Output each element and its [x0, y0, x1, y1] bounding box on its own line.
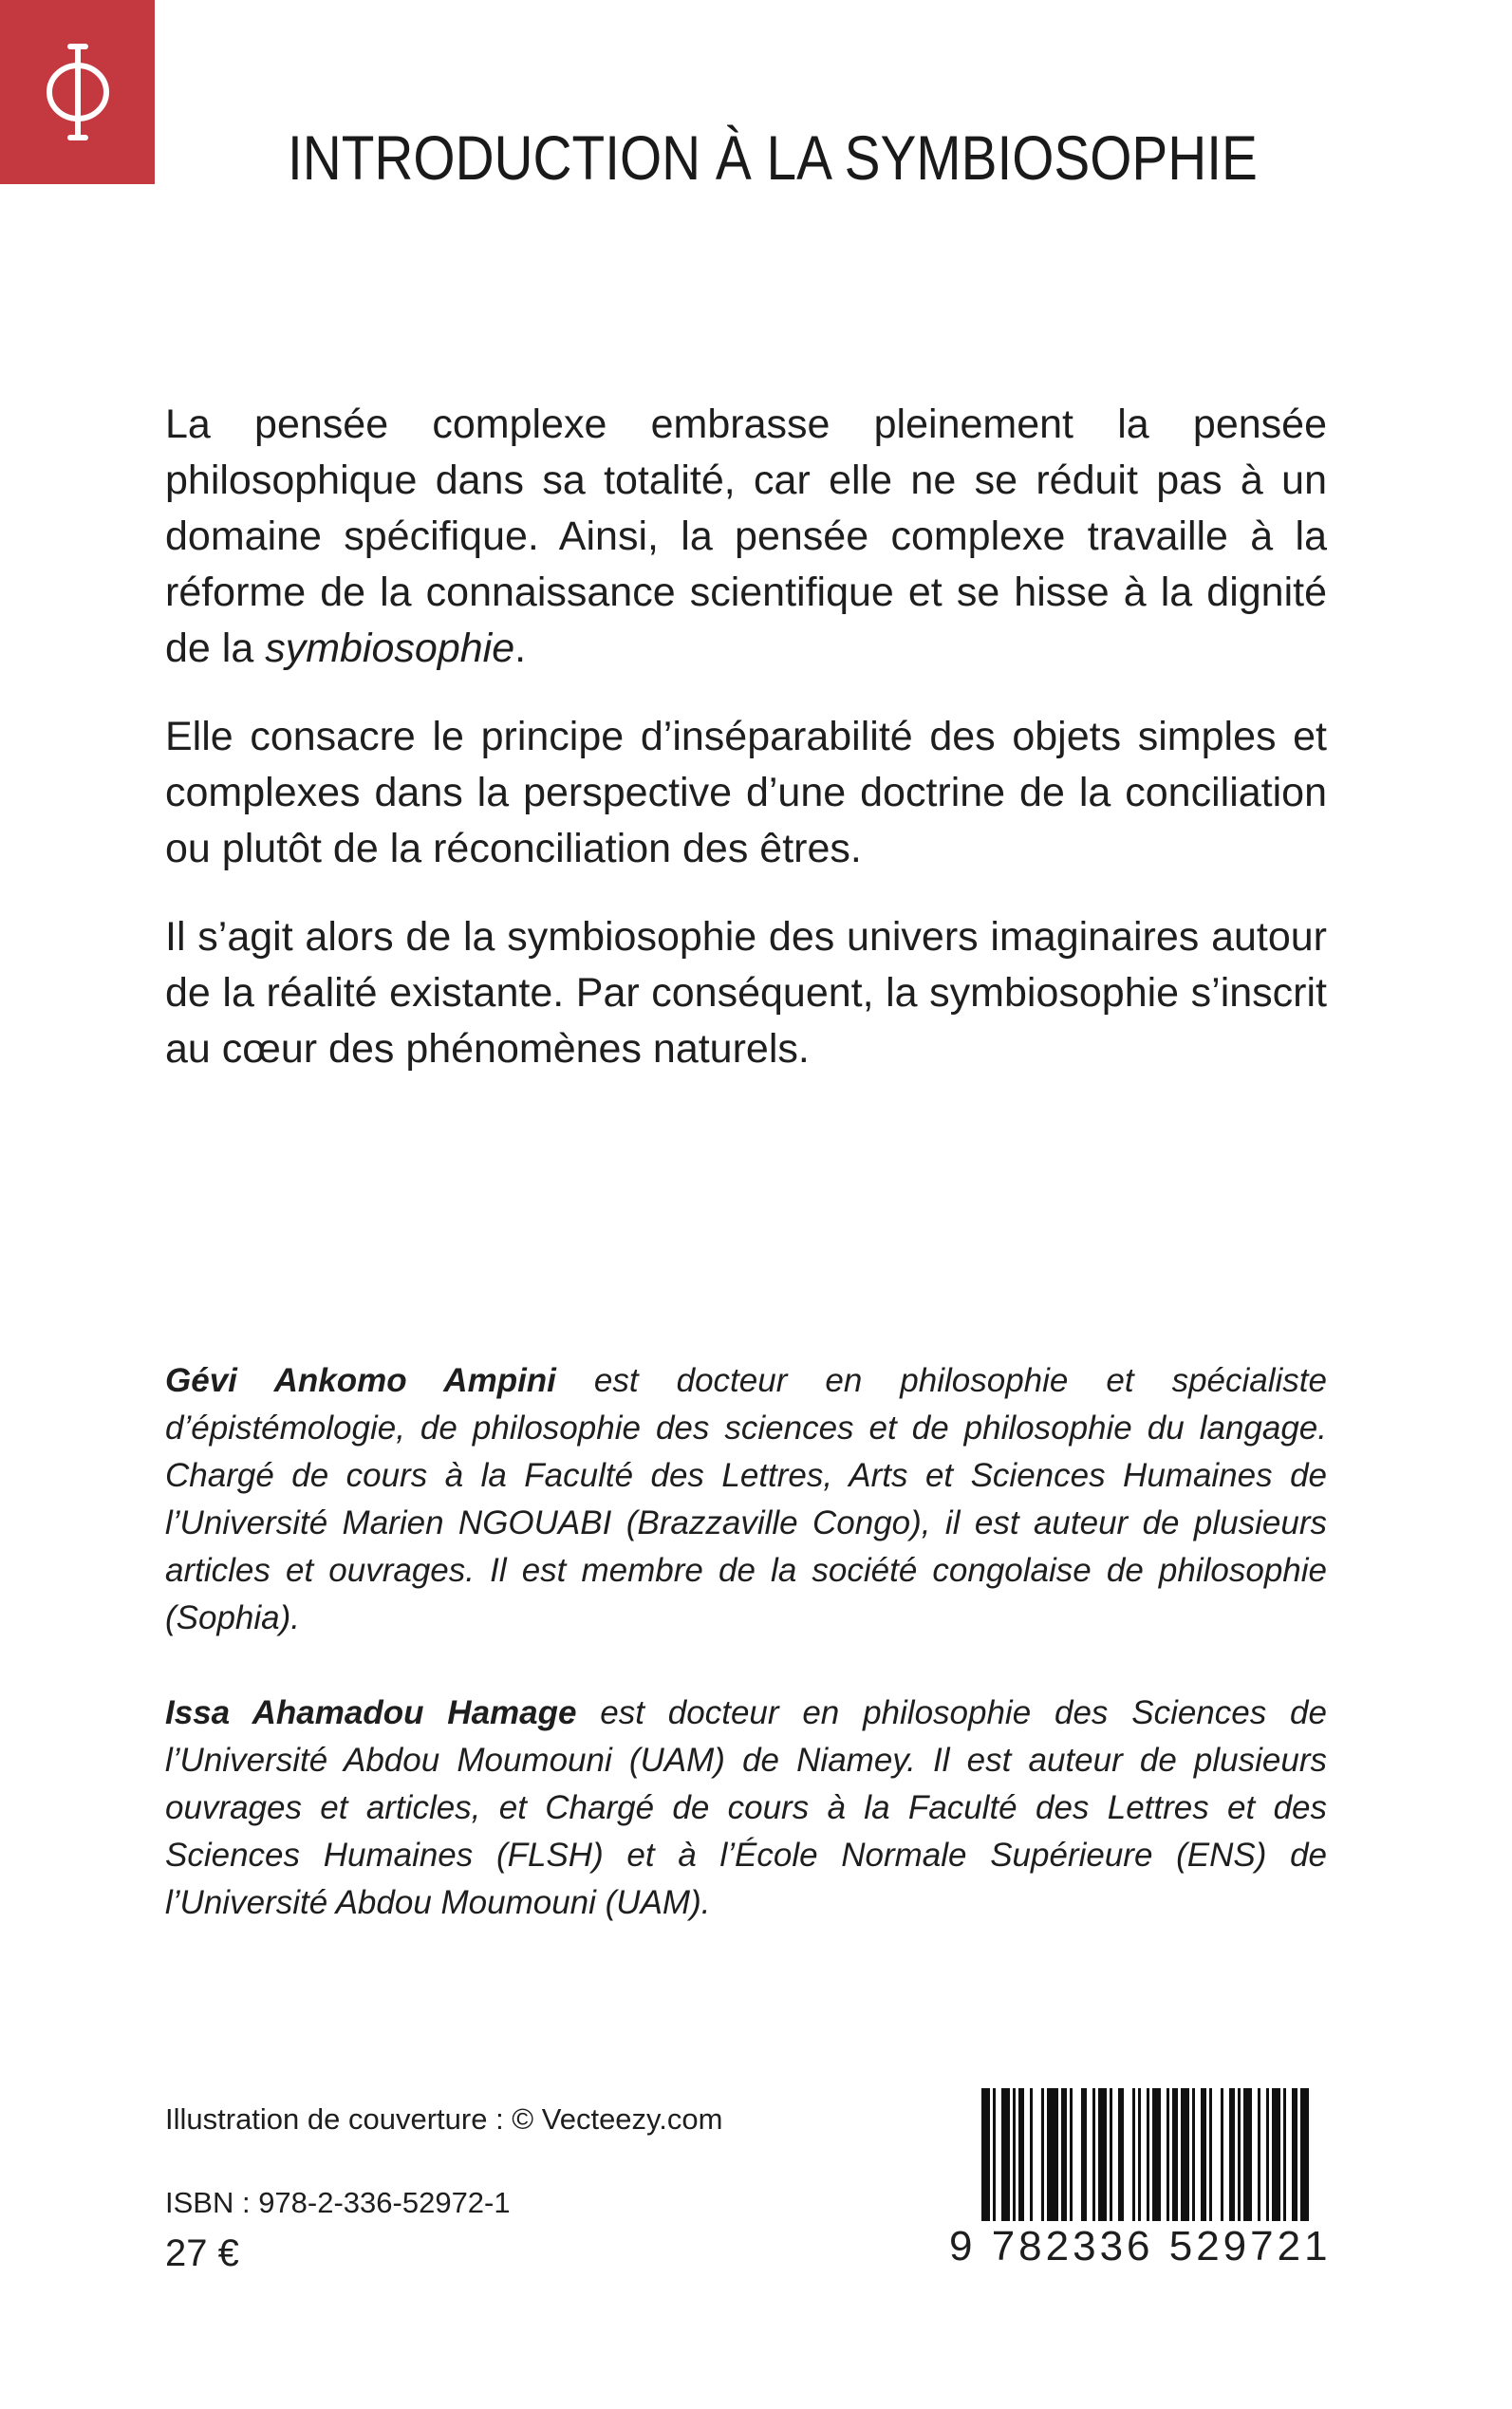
- summary-paragraph-2: Elle consacre le principe d’inséparabilité des objets simples et complexes dans la perspective d’une doctrine de la conciliation ou plutôt de la réconciliation des êtres.: [165, 714, 1327, 871]
- barcode-bar: [1209, 2088, 1212, 2221]
- barcode-bar: [1152, 2088, 1161, 2221]
- barcode-bar: [1118, 2088, 1124, 2221]
- summary-paragraph-3: Il s’agit alors de la symbiosophie des univers imaginaires autour de la réalité existante. Par conséquent, la symbiosophie s’inscrit au cœur des phénomènes naturels.: [165, 914, 1327, 1072]
- barcode-bar: [1192, 2088, 1195, 2221]
- barcode-bar: [1092, 2088, 1095, 2221]
- barcode-bar: [1283, 2088, 1286, 2221]
- barcode-bar: [1061, 2088, 1067, 2221]
- book-summary: [165, 397, 1327, 1110]
- cover-illustration-credit: Illustration de couverture : © Vecteezy.com: [165, 2102, 723, 2136]
- barcode-bar: [1238, 2088, 1241, 2221]
- barcode-bar: [1132, 2088, 1135, 2221]
- summary-text: La pensée complexe embrasse pleinement la pensée philosophique dans sa totalité, car elle ne se réduit pas à un domaine spécifique. Ainsi, la pensée complexe travaille à la réforme de la connaissance scientifique et se hisse à la dignité de la: [165, 402, 1327, 671]
- phi-icon: [30, 35, 125, 149]
- barcode-bar: [1098, 2088, 1107, 2221]
- barcode-bar: [1243, 2088, 1252, 2221]
- barcode-bar: [1030, 2088, 1033, 2221]
- author-name: Gévi Ankomo Ampini: [165, 1362, 556, 1399]
- barcode-bar: [1300, 2088, 1309, 2221]
- barcode-bar: [1272, 2088, 1280, 2221]
- barcode-bar: [993, 2088, 996, 2221]
- author-bios: [165, 1357, 1327, 1974]
- summary-paragraph-1: [165, 397, 1327, 677]
- barcode-bar: [1041, 2088, 1044, 2221]
- author-bio-text: est docteur en philosophie des Sciences de l’Université Abdou Moumouni (UAM) de Niamey. Il est auteur de plusieurs ouvrages et articles, et Chargé de cours à la Faculté des Lettres et des Sciences Humaines (FLSH) et à l’École Normale Supérieure (ENS) de l’Université Abdou Moumouni (UAM).: [165, 1694, 1327, 1921]
- publisher-logo: [0, 0, 155, 184]
- barcode-bar: [1147, 2088, 1149, 2221]
- barcode-bar: [1167, 2088, 1169, 2221]
- barcode-bar: [1258, 2088, 1260, 2221]
- barcode-bar: [1070, 2088, 1073, 2221]
- barcode-bar: [1172, 2088, 1178, 2221]
- barcode-bar: [1292, 2088, 1297, 2221]
- barcode-bar: [1018, 2088, 1024, 2221]
- isbn: ISBN : 978-2-336-52972-1: [165, 2186, 511, 2219]
- barcode-bar: [1181, 2088, 1189, 2221]
- barcode-bar: [1047, 2088, 1058, 2221]
- author-bio-1: [165, 1357, 1327, 1642]
- author-bio-2: [165, 1690, 1327, 1927]
- barcode-digits: 9 782336 529721: [949, 2223, 1332, 2269]
- barcode-bars: [978, 2088, 1327, 2221]
- book-title: INTRODUCTION À LA SYMBIOSOPHIE: [288, 122, 1258, 193]
- barcode-bar: [1013, 2088, 1016, 2221]
- summary-text: .: [514, 626, 527, 671]
- barcode-bar: [1081, 2088, 1087, 2221]
- barcode-bar: [1138, 2088, 1141, 2221]
- summary-emphasis: symbiosophie: [265, 626, 515, 671]
- barcode-bar: [1110, 2088, 1112, 2221]
- price: 27 €: [165, 2232, 239, 2274]
- barcode-bar: [1221, 2088, 1223, 2221]
- barcode-bar: [981, 2088, 990, 2221]
- author-name: Issa Ahamadou Hamage: [165, 1694, 577, 1731]
- barcode-bar: [1266, 2088, 1269, 2221]
- barcode-bar: [1201, 2088, 1206, 2221]
- author-bio-text: est docteur en philosophie et spécialiste d’épistémologie, de philosophie des sciences et de philosophie du langage. Chargé de cours à la Faculté des Lettres, Arts et Sciences Humaines de l’Université Marien NGOUABI (Brazzaville Congo), il est auteur de plusieurs articles et ouvrages. Il est membre de la société congolaise de philosophie (Sophia).: [165, 1362, 1327, 1636]
- barcode-bar: [1001, 2088, 1010, 2221]
- barcode-bar: [1229, 2088, 1235, 2221]
